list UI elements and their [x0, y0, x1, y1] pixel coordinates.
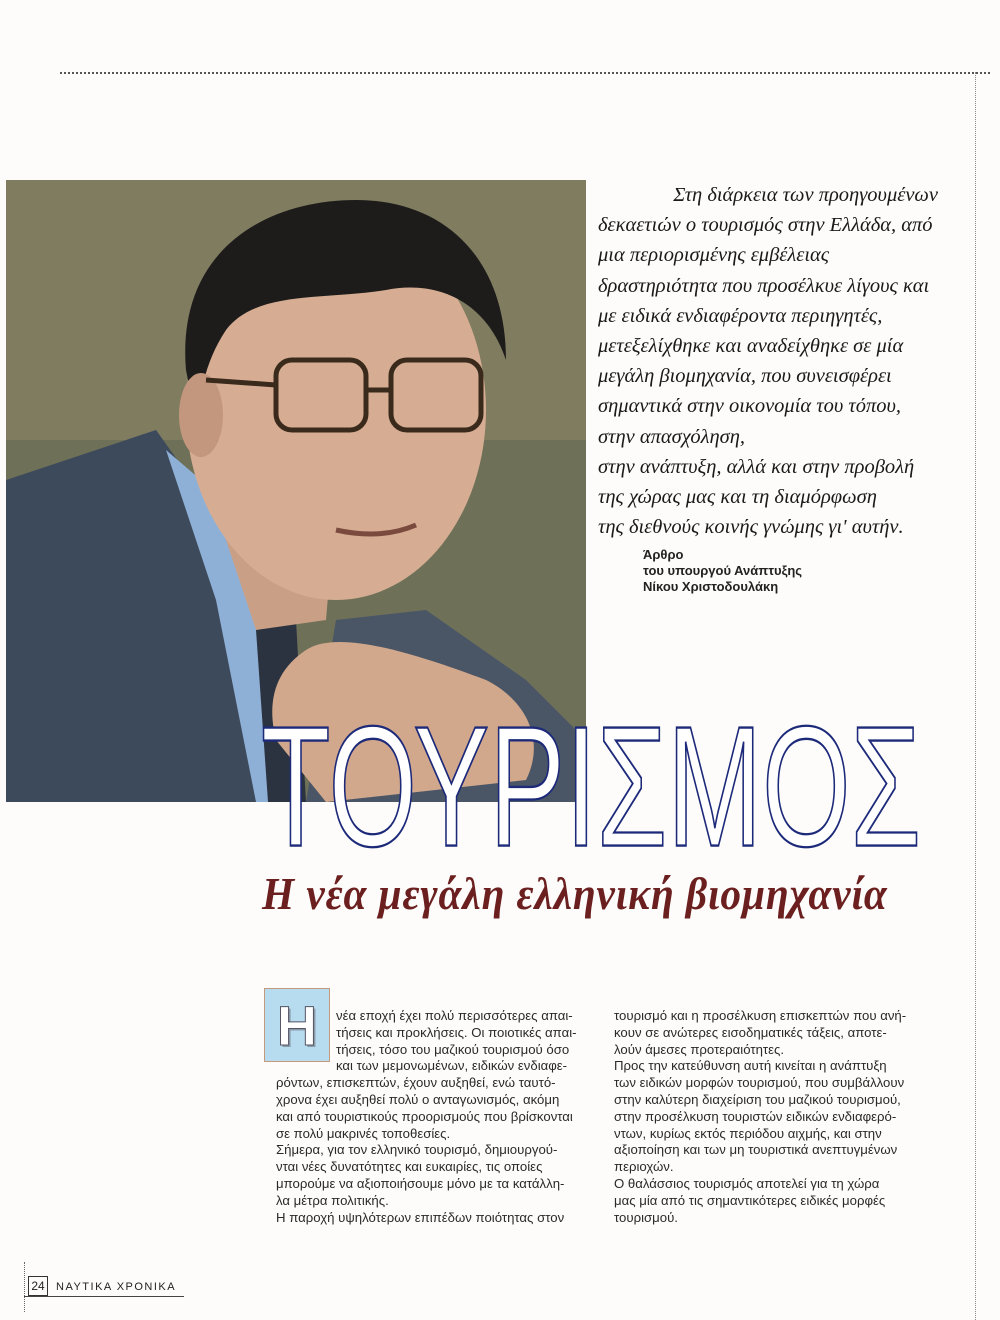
article-subtitle: Η νέα μεγάλη ελληνική βιομηχανία	[262, 868, 888, 919]
byline-line: Άρθρο	[643, 547, 684, 562]
intro-line: μετεξελίχθηκε και αναδείχθηκε σε μία	[598, 335, 904, 358]
body-line: στην καλύτερη διαχείριση του μαζικού τουρισμού,	[614, 1091, 901, 1107]
article-title	[256, 688, 926, 864]
page-number: 24	[28, 1276, 48, 1296]
body-line: Η παροχή υψηλότερων επιπέδων ποιότητας στον	[276, 1209, 565, 1225]
byline-line: Νίκου Χριστοδουλάκη	[643, 579, 779, 594]
body-line: Προς την κατεύθυνση αυτή κινείται η ανάπτυξη	[614, 1058, 887, 1074]
body-line: τουρισμό και η προσέλκυση επισκεπτών που ανή-	[614, 1008, 907, 1023]
dropcap-letter: Η	[276, 993, 318, 1057]
intro-line: δραστηριότητα που προσέλκυε λίγους και	[598, 274, 930, 297]
footer-rule	[24, 1296, 184, 1297]
body-line: μας μία από τις σημαντικότερες ειδικές μορφές	[614, 1192, 886, 1208]
body-column-1	[276, 1008, 586, 1226]
intro-line: δεκαετιών ο τουρισμός στην Ελλάδα, από	[598, 214, 933, 237]
body-line: Σήμερα, για τον ελληνικό τουρισμό, δημιουργού-	[276, 1142, 558, 1158]
body-column-2	[614, 1008, 934, 1226]
footer-dotted-rule	[24, 1262, 25, 1312]
body-line: τουρισμού.	[614, 1209, 678, 1225]
body-line: στην προσέλκυση τουριστών ειδικών ενδιαφερό-	[614, 1108, 897, 1124]
byline	[643, 547, 802, 595]
intro-line: Στη διάρκεια των προηγουμένων	[673, 184, 938, 206]
body-line: Ο θαλάσσιος τουρισμός αποτελεί για τη χώρα	[614, 1175, 880, 1191]
intro-line: στην απασχόληση,	[598, 425, 746, 448]
body-line: νται νέες δυνατότητες και ευκαιρίες, τις οποίες	[276, 1159, 543, 1175]
right-dotted-rule	[975, 72, 976, 1320]
intro-line: μεγάλη βιομηχανία, που συνεισφέρει	[598, 365, 892, 388]
intro-quote	[598, 180, 938, 542]
body-line: τήσεις και προκλήσεις. Οι ποιοτικές απαι-	[336, 1024, 577, 1040]
body-line: των ειδικών μορφών τουρισμού, που συμβάλλουν	[614, 1075, 905, 1091]
top-dotted-rule	[60, 72, 990, 74]
byline-line: του υπουργού Ανάπτυξης	[643, 563, 803, 578]
body-line: νέα εποχή έχει πολύ περισσότερες απαι-	[336, 1008, 573, 1023]
intro-line: της διεθνούς κοινής γνώμης γι' αυτήν.	[598, 516, 904, 539]
body-line: αξιοποίηση και των μη τουριστικά ανεπτυγμένων	[614, 1142, 898, 1158]
body-line: χρονα έχει αυξηθεί πολύ ο ανταγωνισμός, ακόμη	[276, 1091, 560, 1107]
magazine-name: ΝΑΥΤΙΚΑ ΧΡΟΝΙΚΑ	[56, 1281, 177, 1293]
body-line: ρόντων, επισκεπτών, έχουν αυξηθεί, ενώ ταυτό-	[276, 1075, 556, 1091]
body-line: περιοχών.	[614, 1159, 674, 1175]
body-line: και από τουριστικούς προορισμούς που βρίσκονται	[276, 1108, 573, 1124]
intro-line: μια περιορισμένης εμβέλειας	[598, 244, 830, 267]
body-line: σε πολύ μακρινές τοποθεσίες.	[276, 1125, 451, 1141]
body-line: κουν σε ανώτερες εισοδηματικές τάξεις, αποτε-	[614, 1024, 887, 1040]
body-line: λούν άμεσες προτεραιότητες.	[614, 1041, 785, 1057]
body-line: και των μεμονωμένων, ειδικών ενδιαφε-	[336, 1058, 568, 1074]
intro-line: στην ανάπτυξη, αλλά και στην προβολή	[598, 455, 915, 478]
body-line: ντων, κυρίως εκτός περιόδου αιχμής, και στην	[614, 1125, 882, 1141]
title-text: ΤΟΥΡΙΣΜΟΣ	[261, 689, 921, 864]
intro-line: σημαντικά στην οικονομία του τόπου,	[598, 395, 902, 418]
body-line: μπορούμε να αξιοποιήσουμε μόνο με τα κατάλλη-	[276, 1175, 565, 1191]
body-line: τήσεις, τόσο του μαζικού τουρισμού όσο	[336, 1041, 570, 1057]
intro-line: της χώρας μας και τη διαμόρφωση	[598, 486, 877, 509]
body-line: λα μέτρα πολιτικής.	[276, 1192, 389, 1208]
intro-line: με ειδικά ενδιαφέροντα περιηγητές,	[598, 304, 883, 327]
